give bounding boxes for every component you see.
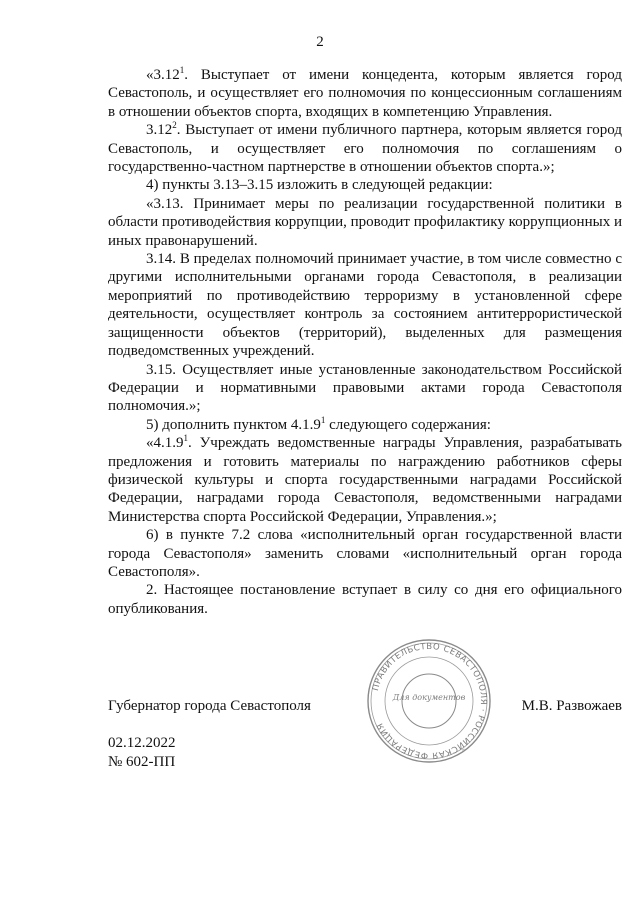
text-run: 3.15. Осуществляет иные установленные законодательством Российской Федерации и нормативными правовыми актами города Севастополя полномочия.»; [108,361,622,415]
paragraph [108,434,622,526]
paragraph [108,121,622,176]
paragraph [108,581,622,618]
signature-block [108,698,622,718]
paragraph [108,195,622,250]
superscript: 1 [179,65,185,75]
paragraph [108,176,622,194]
text-run: 4) пункты 3.13–3.15 изложить в следующей редакции: [146,177,493,194]
text-run: 3.14. В пределах полномочий принимает участие, в том числе совместно с другими исполнительными органами города Севастополя, в реализации мероприятий по противодействию терроризму в установленной сфере деятельности, осуществляет контроль за состоянием антитеррористической защищенности объектов (территорий), выделенных для размещения подведомственных учреждений. [108,251,622,360]
text-run: следующего содержания: [325,416,491,433]
paragraph [108,250,622,360]
text-run: 3.12 [146,122,173,139]
text-run: «4.1.9 [146,435,184,452]
document-date: 02.12.2022 [108,735,176,751]
paragraph [108,66,622,121]
signer-name: М.В. Развожаев [521,698,622,714]
page-number: 2 [316,34,324,50]
text-run: 2. Настоящее постановление вступает в силу со дня его официального опубликования. [108,582,622,617]
paragraph [108,361,622,416]
superscript: 1 [320,414,326,425]
superscript: 2 [172,120,177,131]
text-run: «3.12 [146,67,180,83]
text-run: 6) в пункте 7.2 слова «исполнительный орган государственной власти города Севастополя» заменить словами «исполнительный орган города Севастополя». [108,527,622,580]
text-run: . Выступает от имени концедента, которым является город Севастополь, и осуществляет его полномочия по концессионным соглашениям в отношении объектов спорта, входящих в компетенцию Управления. [108,67,622,120]
document-body [108,66,622,618]
text-run: 5) дополнить пунктом 4.1.9 [146,416,321,433]
text-run: . Выступает от имени публичного партнера, которым является город Севастополь, и осуществляет его полномочия по соглашениям о государственно-частном партнерстве в отношении объектов спорта.»; [108,122,622,176]
paragraph [108,416,622,434]
stamp-inner-text: Для документов [392,693,466,702]
stamp-outer-text: ПРАВИТЕЛЬСТВО СЕВАСТОПОЛЯ · РОССИЙСКАЯ ФЕДЕРАЦИЯ [371,641,489,761]
document-number: № 602-ПП [108,754,176,770]
superscript: 1 [183,433,188,444]
signer-position: Губернатор города Севастополя [108,698,311,714]
text-run: . Учреждать ведомственные награды Управления, разрабатывать предложения и готовить материалы по награждению работников сферы физической культуры и спорта государственными наградами Российской Федерации, наградами города Севастополя, ведомственными наградами Министерства спорта Российской Федерации, Управления.»; [108,435,622,525]
document-info [108,734,176,772]
text-run: «3.13. Принимает меры по реализации государственной политики в области противодействия коррупции, проводит профилактику коррупционных и иных правонарушений. [108,195,622,249]
paragraph [108,526,622,581]
